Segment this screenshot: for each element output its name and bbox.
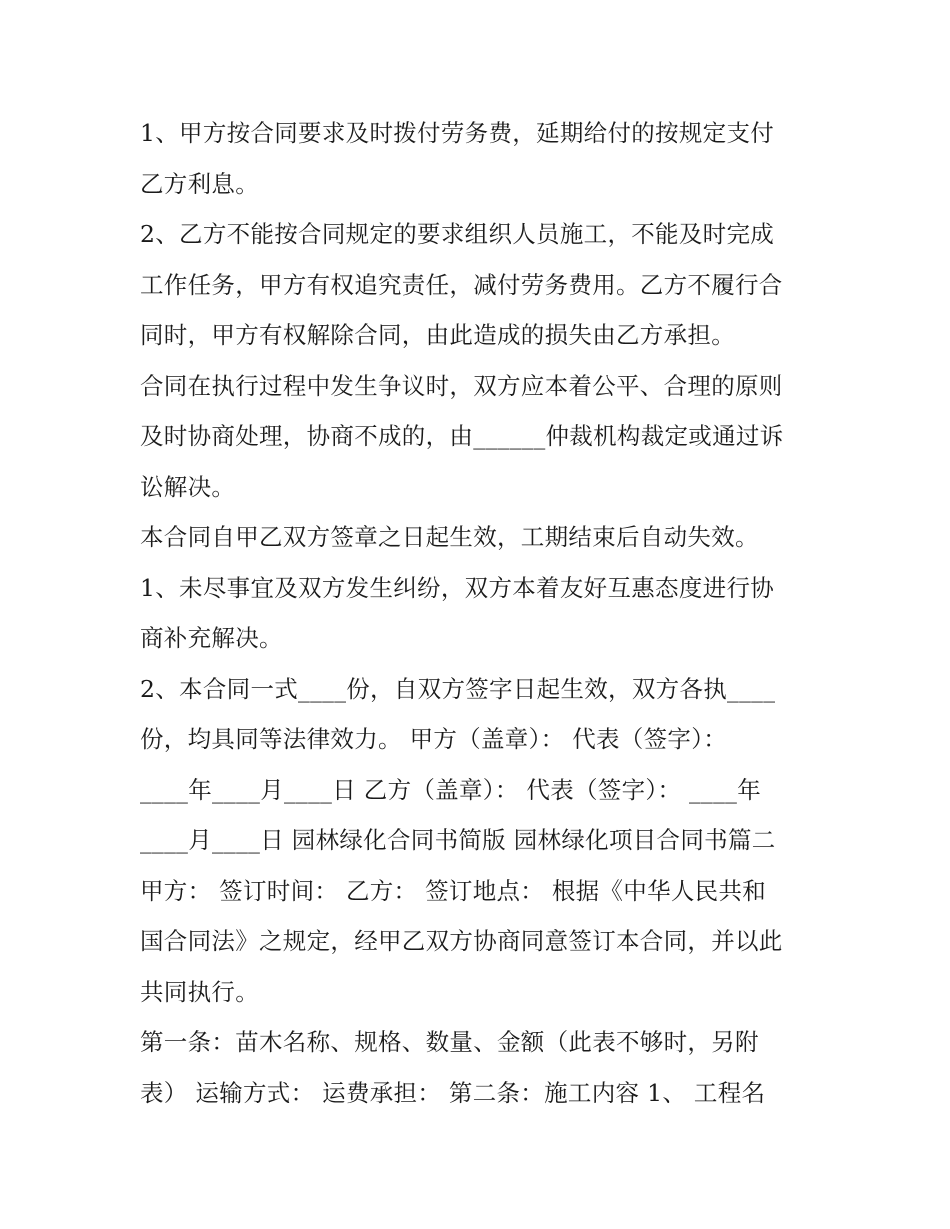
text-line: 讼解决。: [140, 472, 236, 501]
text-line: 共同执行。: [140, 977, 259, 1006]
text-line: 本合同自甲乙双方签章之日起生效，工期结束后自动失效。: [140, 523, 759, 551]
text-line: 工作任务，甲方有权追究责任，减付劳务费用。乙方不履行合: [140, 270, 783, 299]
text-line: 商补充解决。: [140, 624, 283, 652]
text-line: 2、乙方不能按合同规定的要求组织人员施工，不能及时完成: [140, 220, 775, 248]
document-body: [140, 108, 830, 1118]
text-line: 合同在执行过程中发生争议时，双方应本着公平、合理的原则: [140, 371, 783, 400]
text-line: 同时，甲方有权解除合同，由此造成的损失由乙方承担。: [140, 321, 735, 349]
text-line: 国合同法》之规定，经甲乙双方协商同意签订本合同，并以此: [140, 927, 783, 955]
text-line: 及时协商处理，协商不成的，由______仲裁机构裁定或通过诉: [140, 422, 784, 450]
text-line: 1、甲方按合同要求及时拨付劳务费，延期给付的按规定支付: [140, 119, 775, 147]
text-line: 份，均具同等法律效力。 甲方（盖章）： 代表（签字）：: [140, 725, 728, 753]
text-line: ____月____日 园林绿化合同书简版 园林绿化项目合同书篇二: [140, 826, 776, 854]
text-line: 乙方利息。: [140, 169, 259, 198]
text-line: 2、本合同一式____份，自双方签字日起生效，双方各执____: [140, 674, 776, 703]
text-line: 1、未尽事宜及双方发生纠纷，双方本着友好互惠态度进行协: [140, 573, 775, 602]
text-line: 表） 运输方式： 运费承担： 第二条：施工内容 1、 工程名: [140, 1078, 766, 1107]
text-line: ____年____月____日 乙方（盖章）： 代表（签字）： ____年: [140, 775, 762, 804]
text-line: 甲方： 签订时间： 乙方： 签订地点： 根据《中华人民共和: [140, 876, 767, 905]
text-line: 第一条：苗木名称、规格、数量、金额（此表不够时，另附: [140, 1028, 759, 1056]
